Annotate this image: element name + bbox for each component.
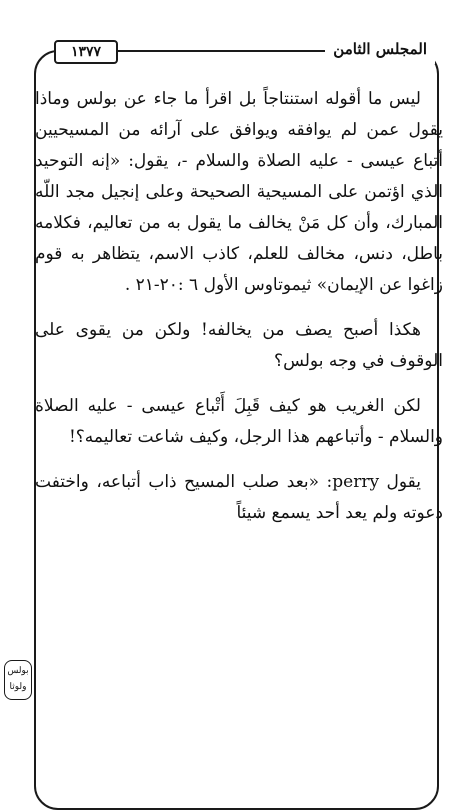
body-text <box>35 84 443 529</box>
margin-note <box>4 660 32 700</box>
paragraph-3: لكن الغريب هو كيف قَبِلَ أَتْباع عيسى - عليه الصلاة والسلام - وأتباعهم هذا الرجل، وكيف شاعت تعاليمه؟! <box>35 396 443 447</box>
page-number: ١٣٧٧ <box>54 40 118 64</box>
page-header <box>40 34 441 68</box>
chapter-title: المجلس الثامن <box>325 34 435 64</box>
margin-note-line-2: ولوثا <box>9 682 27 692</box>
paragraph-4: يقول perry: «بعد صلب المسيح ذاب أتباعه، واختفت دعوته ولم يعد أحد يسمع شيئاً <box>35 472 443 523</box>
paragraph-1: ليس ما أقوله استنتاجاً بل اقرأ ما جاء عن بولس وماذا يقول عمن لم يوافقه ويوافق على آرائه من المسيحيين أتباع عيسى - عليه الصلاة والسلام -، يقول: «إنه التوحيد الذي اؤتمن على المسيحية الصحيحة وعلى إنجيل مجد اللّه المبارك، وأن كل مَنْ يخالف ما يقول به من تعاليم، فكلامه باطل، دنس، مخالف للعلم، كاذب الاسم، يتظاهر به قوم زاغوا عن الإيمان» ثيموتاوس الأول ٦ :٢٠-٢١ . <box>35 89 443 295</box>
margin-note-line-1: بولس <box>7 666 29 676</box>
paragraph-2: هكذا أصبح يصف من يخالفه! ولكن من يقوى على الوقوف في وجه بولس؟ <box>35 320 443 371</box>
